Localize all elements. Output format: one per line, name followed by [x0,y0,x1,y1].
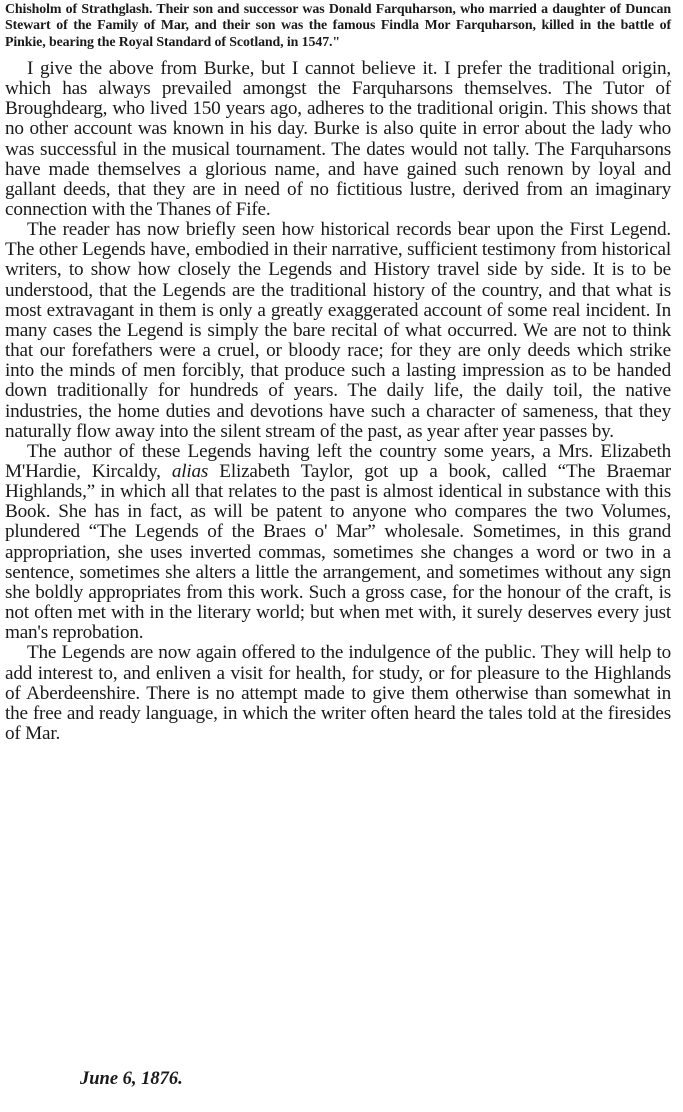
paragraph-braemar-highlands [5,442,671,644]
alias-italic: alias [171,461,209,483]
quoted-passage: Chisholm of Strathglash. Their son and successor was Donald Farquharson, who married a daughter of Duncan Stewart of the Family of Mar, and their son was the famous Findla Mor Farquharson, killed in the battle of Pinkie, bearing the Royal Standard of Scotland, in 1547." [5,2,671,50]
signature-date: June 6, 1876. [80,1069,183,1089]
paragraph-offered-public: The Legends are now again offered to the indulgence of the public. They will help to add interest to, and enliven a visit for health, for study, or for pleasure to the Highlands of Aberdeenshire. There is no attempt made to give them otherwise than somewhat in the free and ready language, in which the writer often heard the tales told at the firesides of Mar. [5,642,671,745]
paragraph-text-after: Elizabeth Taylor, got up a book, called “The Braemar Highlands,” in which all that relates to the past is almost identical in substance with this Book. She has in fact, as will be patent to anyone who compares the two Volumes, plundered “The Legends of the Braes o' Mar” wholesale. Sometimes, in this grand appropriation, she uses inverted commas, sometimes she changes a word or two in a sentence, sometimes she alters a little the arrangement, and sometimes without any sign she boldly appropriates from this work. Such a gross case, for the honour of the craft, is not often met with in the literary world; but when met with, it surely deserves every just man's reprobation. [5,461,671,644]
document-page [5,2,671,744]
paragraph-legends-history: The reader has now briefly seen how historical records bear upon the First Legend. The other Legends have, embodied in their narrative, sufficient testimony from historical writers, to show how closely the Legends and History travel side by side. It is to be understood, that the Legends are the traditional history of the country, and that what is most extravagant in them is only a greatly exaggerated account of some real incident. In many cases the Legend is simply the bare recital of what occurred. We are not to think that our forefathers were a cruel, or bloody race; for they are only deeds which strike into the minds of men forcibly, that produce such a lasting impression as to be handed down traditionally for hundreds of years. The daily life, the daily toil, the native industries, the home duties and devotions have such a character of sameness, that they naturally flow away into the silent stream of the past, as year after year passes by. [5,219,671,442]
paragraph-text-before: The author of these Legends having left the country some years, a Mrs. Elizabeth M'Hardie, Kircaldy, [5,440,671,483]
paragraph-burke: I give the above from Burke, but I cannot believe it. I prefer the traditional origin, which has always prevailed amongst the Farquharsons themselves. The Tutor of Broughdearg, who lived 150 years ago, adheres to the traditional origin. This shows that no other account was known in his day. Burke is also quite in error about the lady who was successful in the musical tournament. The dates would not tally. The Farquharsons have made themselves a glorious name, and have gained such renown by loyal and gallant deeds, that they are in need of no fictitious lustre, derived from an imaginary connection with the Thanes of Fife. [5,57,671,220]
